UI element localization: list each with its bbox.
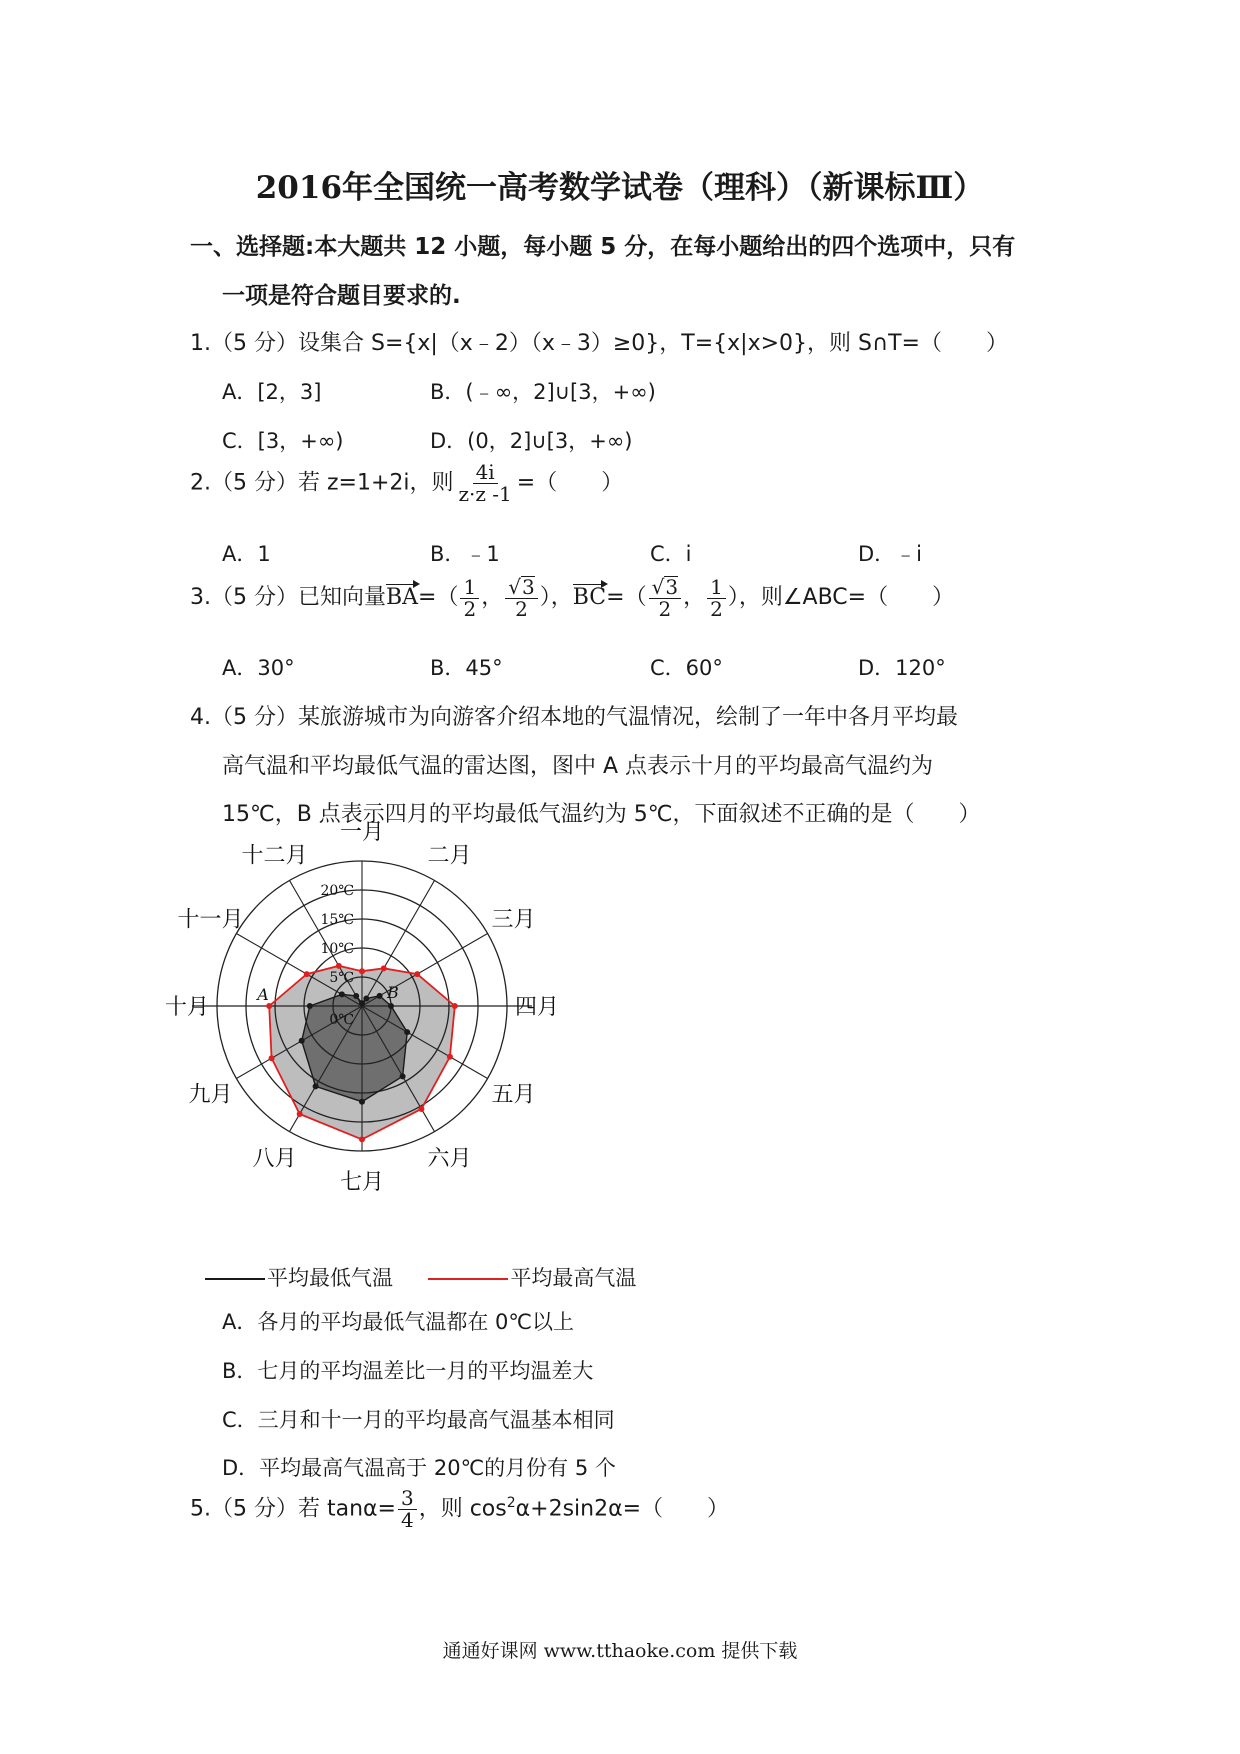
high-point-2 <box>414 971 420 977</box>
q3-prefix: 3.（5 分）已知向量 <box>190 585 386 610</box>
q3-frac-4-num: 1 <box>707 577 726 599</box>
low-point-6 <box>359 1099 365 1105</box>
low-point-3 <box>388 1003 394 1009</box>
q5-mid: ，则 cos <box>418 1496 507 1522</box>
q3-frac-4 <box>707 574 726 621</box>
q3-option-b: B．45° <box>430 656 503 680</box>
footer-source: 通通好课网 www.tthaoke.com 提供下载 <box>442 1640 798 1662</box>
legend-line-high-icon <box>428 1278 508 1280</box>
month-label-8: 九月 <box>188 1082 233 1108</box>
q4-option-a: A．各月的平均最低气温都在 0℃以上 <box>222 1310 574 1334</box>
q4-option-d: D．平均最高气温高于 20℃的月份有 5 个 <box>222 1456 616 1480</box>
sqrt-icon: √ <box>651 575 665 599</box>
q3-comma-2: ， <box>683 585 706 610</box>
ring-label-4: 20℃ <box>320 883 354 899</box>
legend-label-high: 平均最高气温 <box>510 1266 637 1290</box>
question-4-line1: 4.（5 分）某旅游城市为向游客介绍本地的气温情况，绘制了一年中各月平均最 <box>190 705 958 730</box>
q2-option-d: D．﹣i <box>858 542 923 566</box>
page-title: 2016年全国统一高考数学试卷（理科）（新课标Ⅲ） <box>255 170 985 206</box>
month-label-7: 八月 <box>252 1146 297 1172</box>
ring-label-1: 5℃ <box>329 970 354 986</box>
q3-comma: ， <box>481 585 504 610</box>
high-point-1 <box>381 965 387 971</box>
month-label-9: 十月 <box>164 995 210 1020</box>
question-1-stem: 1.（5 分）设集合 S={x|（x﹣2）（x﹣3）≥0}，T={x|x>0}，则 S∩T=（ ） <box>190 331 1008 356</box>
q2-option-b: B．﹣1 <box>430 542 500 566</box>
low-point-5 <box>400 1073 406 1079</box>
q3-frac-2 <box>505 576 537 620</box>
low-point-9 <box>307 1003 313 1009</box>
vector-ba: BA <box>385 585 419 610</box>
high-point-0 <box>359 968 365 974</box>
vector-bc: BC <box>572 585 607 610</box>
low-point-2 <box>377 993 383 999</box>
high-point-4 <box>447 1054 453 1060</box>
question-4-line3: 15℃，B 点表示四月的平均最低气温约为 5℃，下面叙述不正确的是（ ） <box>222 802 981 827</box>
q1-option-d: D．(0，2]∪[3，+∞) <box>430 429 633 453</box>
month-label-4: 五月 <box>491 1082 536 1108</box>
low-point-11 <box>353 993 359 999</box>
q1-option-a: A．[2，3] <box>222 380 322 404</box>
q2-fraction <box>456 462 515 505</box>
ring-label-2: 10℃ <box>320 941 354 957</box>
q5-superscript: 2 <box>506 1495 516 1512</box>
question-2-stem <box>190 462 623 505</box>
question-4-line2: 高气温和平均最低气温的雷达图，图中 A 点表示十月的平均最高气温约为 <box>222 754 934 779</box>
high-point-8 <box>269 1055 275 1061</box>
q4-option-c: C．三月和十一月的平均最高气温基本相同 <box>222 1408 615 1432</box>
q5-prefix: 5.（5 分）若 tanα= <box>190 1496 396 1522</box>
q3-frac-4-den: 2 <box>710 596 723 621</box>
q2-prefix: 2.（5 分）若 z=1+2i，则 <box>190 470 454 496</box>
question-5-stem <box>190 1488 729 1531</box>
high-point-6 <box>359 1136 365 1142</box>
q3-frac-2-radicand: 3 <box>521 575 535 599</box>
q3-frac-3-radicand: 3 <box>665 575 679 599</box>
low-point-10 <box>339 991 345 997</box>
q2-option-c: C．i <box>650 542 692 566</box>
q3-frac-3-den: 2 <box>658 597 672 621</box>
q2-fraction-numerator: 4i <box>473 462 498 484</box>
q3-open: =（ <box>418 585 459 610</box>
q5-fraction <box>398 1488 417 1531</box>
q3-frac-3 <box>649 576 681 620</box>
section-heading-line1: 一、选择题:本大题共 12 小题，每小题 5 分，在每小题给出的四个选项中，只有 <box>190 234 1016 260</box>
sqrt-icon: √ <box>508 575 521 599</box>
q5-suffix: α+2sin2α=（ ） <box>515 1496 730 1522</box>
low-point-7 <box>313 1083 319 1089</box>
high-point-7 <box>297 1111 303 1117</box>
legend-item-high <box>428 1266 636 1290</box>
legend-item-low <box>205 1266 393 1290</box>
q3-mid: ）， <box>539 585 573 610</box>
legend-line-low-icon <box>205 1278 265 1280</box>
low-point-0 <box>359 1000 365 1006</box>
q3-option-a: A．30° <box>222 656 295 680</box>
section-heading-line2: 一项是符合题目要求的. <box>222 283 461 309</box>
q1-option-b: B．(﹣∞，2]∪[3，+∞) <box>430 380 656 404</box>
q3-frac-1-den: 2 <box>463 596 477 621</box>
low-point-8 <box>299 1038 305 1044</box>
high-point-11 <box>336 963 342 969</box>
question-3-stem <box>190 576 954 620</box>
q5-fraction-denominator: 4 <box>400 1508 414 1532</box>
q4-option-b: B．七月的平均温差比一月的平均温差大 <box>222 1359 594 1383</box>
q1-option-c: C．[3，+∞) <box>222 429 344 453</box>
q3-option-d: D．120° <box>858 656 946 680</box>
month-label-6: 七月 <box>339 1170 385 1195</box>
high-point-3 <box>452 1003 458 1009</box>
month-label-3: 四月 <box>514 995 560 1020</box>
month-label-0: 一月 <box>339 820 385 845</box>
month-label-2: 三月 <box>491 907 536 933</box>
month-label-11: 十二月 <box>241 843 308 869</box>
high-point-10 <box>304 971 310 977</box>
month-label-5: 六月 <box>427 1146 472 1172</box>
q3-frac-1 <box>460 574 479 621</box>
month-label-10: 十一月 <box>177 907 244 933</box>
low-point-1 <box>363 995 369 1001</box>
q3-frac-1-num: 1 <box>460 577 479 599</box>
q2-option-a: A．1 <box>222 542 271 566</box>
point-label-a: A <box>257 985 269 1004</box>
q2-suffix: =（ ） <box>516 470 624 496</box>
q3-frac-2-den: 2 <box>515 597 528 621</box>
ring-label-3: 15℃ <box>320 912 354 928</box>
month-label-1: 二月 <box>427 843 472 869</box>
chart-legend <box>205 1262 636 1292</box>
q3-suffix: ），则∠ABC=（ ） <box>727 585 955 610</box>
low-point-4 <box>404 1029 410 1035</box>
ring-label-0: 0℃ <box>329 1012 354 1028</box>
q2-fraction-denominator: z·z -1 <box>458 482 512 506</box>
high-point-5 <box>418 1106 424 1112</box>
legend-label-low: 平均最低气温 <box>267 1266 393 1290</box>
q3-option-c: C．60° <box>650 656 723 680</box>
q5-fraction-numerator: 3 <box>398 1488 417 1510</box>
radar-chart <box>164 820 640 1250</box>
point-label-b: B <box>387 983 399 1002</box>
q3-open-2: =（ <box>606 585 647 610</box>
